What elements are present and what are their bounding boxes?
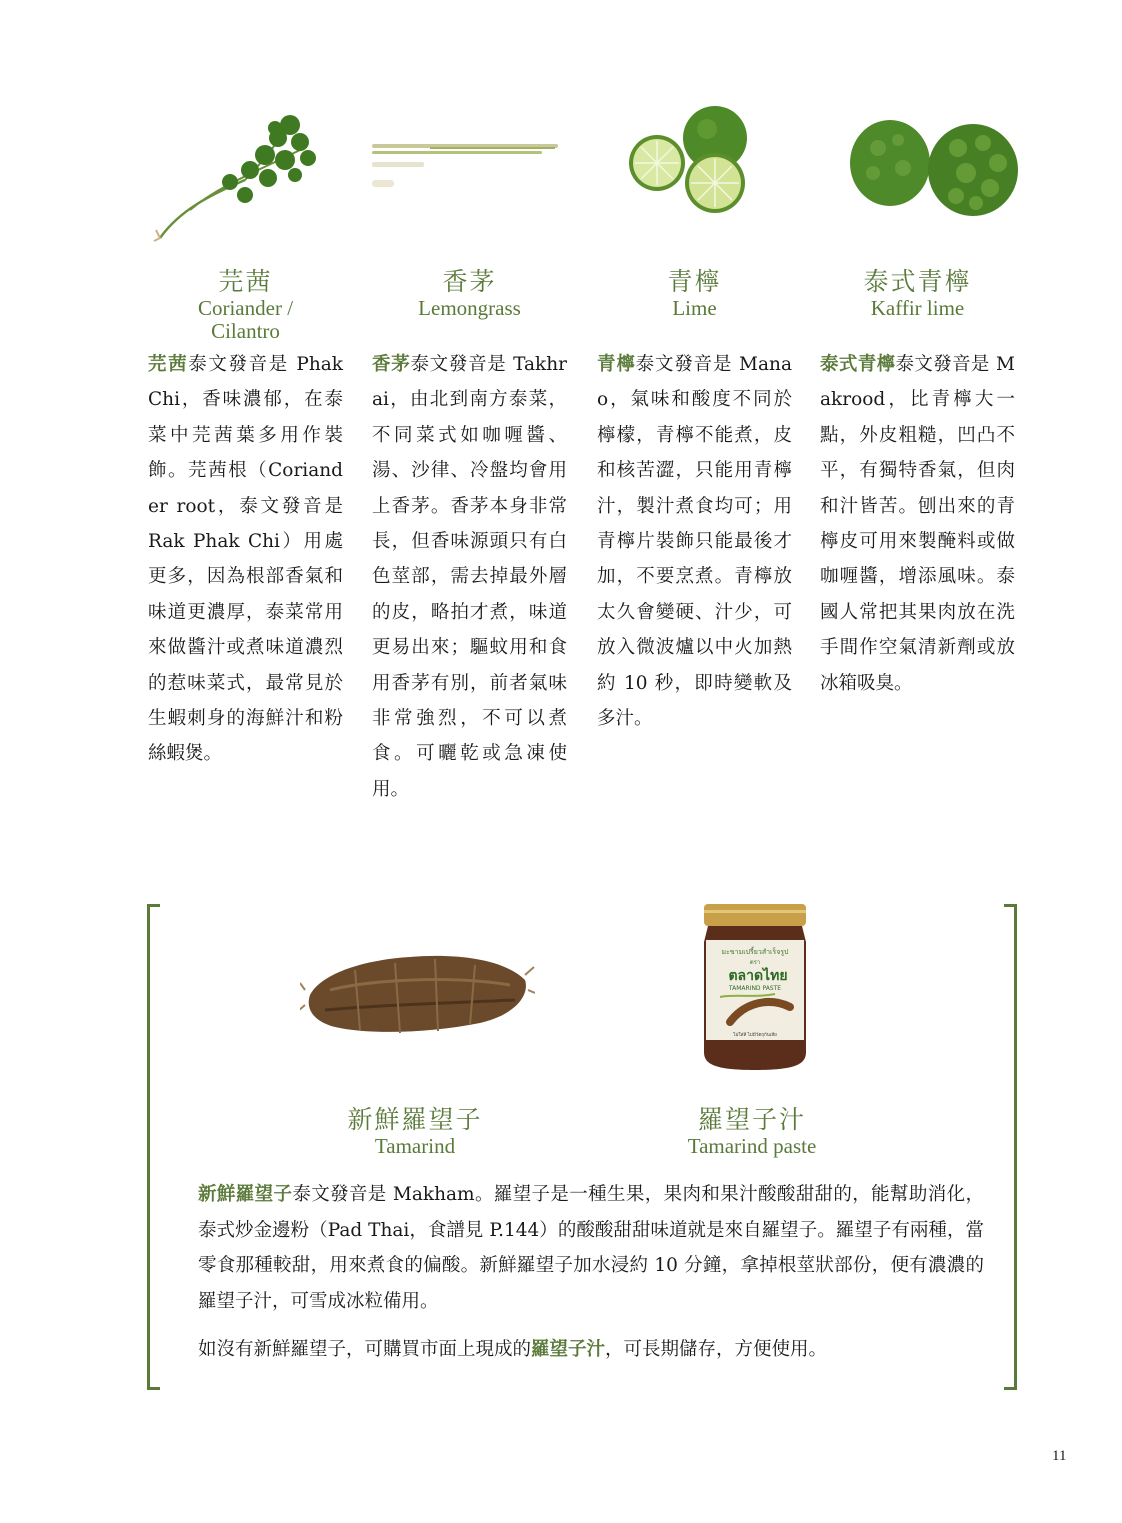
text-lemongrass: 泰文發音是 Takhrai，由北到南方泰菜，不同菜式如咖喱醬、湯、沙律、冷盤均會用上香茅。香茅本身非常長，但香味源頭只有白色莖部，需去掉最外層的皮，略拍才煮，味道更易出來；驅蚊用和食用香茅有別，前者氣味非常強烈，不可以煮食。可曬乾或急凍使用。	[372, 354, 567, 800]
text-p2-after: ，可長期儲存，方便使用。	[605, 1339, 828, 1360]
title-coriander	[148, 267, 343, 343]
tamarind-paste-jar-image	[700, 902, 810, 1072]
title-kaffir-lime-en: Kaffir lime	[870, 296, 965, 320]
text-lime: 泰文發音是 Manao，氣味和酸度不同於檸檬，青檸不能煮，皮和核苦澀，只能用青檸汁，製汁煮食均可；用青檸片裝飾只能最後才加，不要烹煮。青檸放太久會變硬、汁少，可放入微波爐以中火加熱約 10 秒，即時變軟及多汁。	[597, 354, 792, 730]
title-tamarind-paste	[652, 1105, 852, 1158]
text-p2-before: 如沒有新鮮羅望子，可購買市面上現成的	[198, 1339, 532, 1360]
title-kaffir-lime	[820, 267, 1015, 320]
body-kaffir-lime	[820, 347, 1015, 701]
title-lemongrass-en: Lemongrass	[418, 296, 521, 320]
jar-label-brand: ตลาดไทย	[728, 968, 788, 984]
kaffir-lime-image	[848, 118, 1023, 218]
lemongrass-image	[370, 140, 560, 190]
title-lime	[597, 267, 792, 320]
jar-label-top: มะขามเปรี้ยวสำเร็จรูป	[721, 948, 789, 956]
title-kaffir-lime-zh: 泰式青檸	[863, 267, 972, 296]
lead-lemongrass: 香茅	[372, 354, 411, 375]
title-lime-zh: 青檸	[667, 267, 722, 296]
text-coriander: 泰文發音是 Phak Chi，香味濃郁，在泰菜中芫茜葉多用作裝飾。芫茜根（Coriander root，泰文發音是 Rak Phak Chi）用處更多，因為根部香氣和味道更濃厚，泰菜常用來做醬汁或煮味道濃烈的惹味菜式，最常見於生蝦刺身的海鮮汁和粉絲蝦煲。	[148, 354, 343, 765]
title-tamarind-paste-zh: 羅望子汁	[697, 1105, 806, 1134]
jar-label-sub: TAMARIND PASTE	[728, 985, 782, 992]
box-bracket-right	[1004, 904, 1017, 1390]
coriander-image	[150, 110, 320, 245]
title-coriander-zh: 芫茜	[218, 267, 273, 296]
body-coriander	[148, 347, 343, 772]
page-number: 11	[1052, 1448, 1067, 1464]
lime-image	[625, 105, 755, 215]
box-bracket-left	[147, 904, 160, 1390]
tamarind-image	[300, 935, 535, 1050]
jar-label-brand-prefix: ตรา	[749, 959, 761, 966]
title-coriander-en: Coriander / Cilantro	[197, 296, 294, 343]
body-lemongrass	[372, 347, 567, 807]
lead-coriander: 芫茜	[148, 354, 189, 375]
highlight-tamarind-paste: 羅望子汁	[531, 1339, 606, 1360]
title-lime-en: Lime	[672, 296, 717, 320]
jar-label-bottom: ไม่ใส่สี ไม่มีวัตถุกันเสีย	[733, 1033, 777, 1038]
text-kaffir-lime: 泰文發音是 Makrood，比青檸大一點，外皮粗糙，凹凸不平，有獨特香氣，但肉和汁皆苦。刨出來的青檸皮可用來製醃料或做咖喱醬，增添風味。泰國人常把其果肉放在洗手間作空氣清新劑或放冰箱吸臭。	[820, 354, 1015, 694]
title-tamarind	[315, 1105, 515, 1158]
title-tamarind-en: Tamarind	[374, 1134, 456, 1158]
title-tamarind-zh: 新鮮羅望子	[347, 1105, 483, 1134]
lead-kaffir-lime: 泰式青檸	[820, 354, 896, 375]
title-lemongrass-zh: 香茅	[442, 267, 497, 296]
title-tamarind-paste-en: Tamarind paste	[687, 1134, 817, 1158]
body-lime	[597, 347, 792, 736]
tamarind-paragraph-2	[198, 1332, 984, 1368]
title-lemongrass	[372, 267, 567, 320]
lead-tamarind: 新鮮羅望子	[198, 1184, 293, 1205]
lead-lime: 青檸	[597, 354, 636, 375]
tamarind-paragraph-1	[198, 1177, 984, 1319]
text-tamarind: 泰文發音是 Makham。羅望子是一種生果，果肉和果汁酸酸甜甜的，能幫助消化，泰式炒金邊粉（Pad Thai，食譜見 P.144）的酸酸甜甜味道就是來自羅望子。羅望子有兩種，當零食那種較甜，用來煮食的偏酸。新鮮羅望子加水浸約 10 分鐘，拿掉根莖狀部份，便有濃濃的羅望子汁，可雪成冰粒備用。	[198, 1184, 984, 1312]
